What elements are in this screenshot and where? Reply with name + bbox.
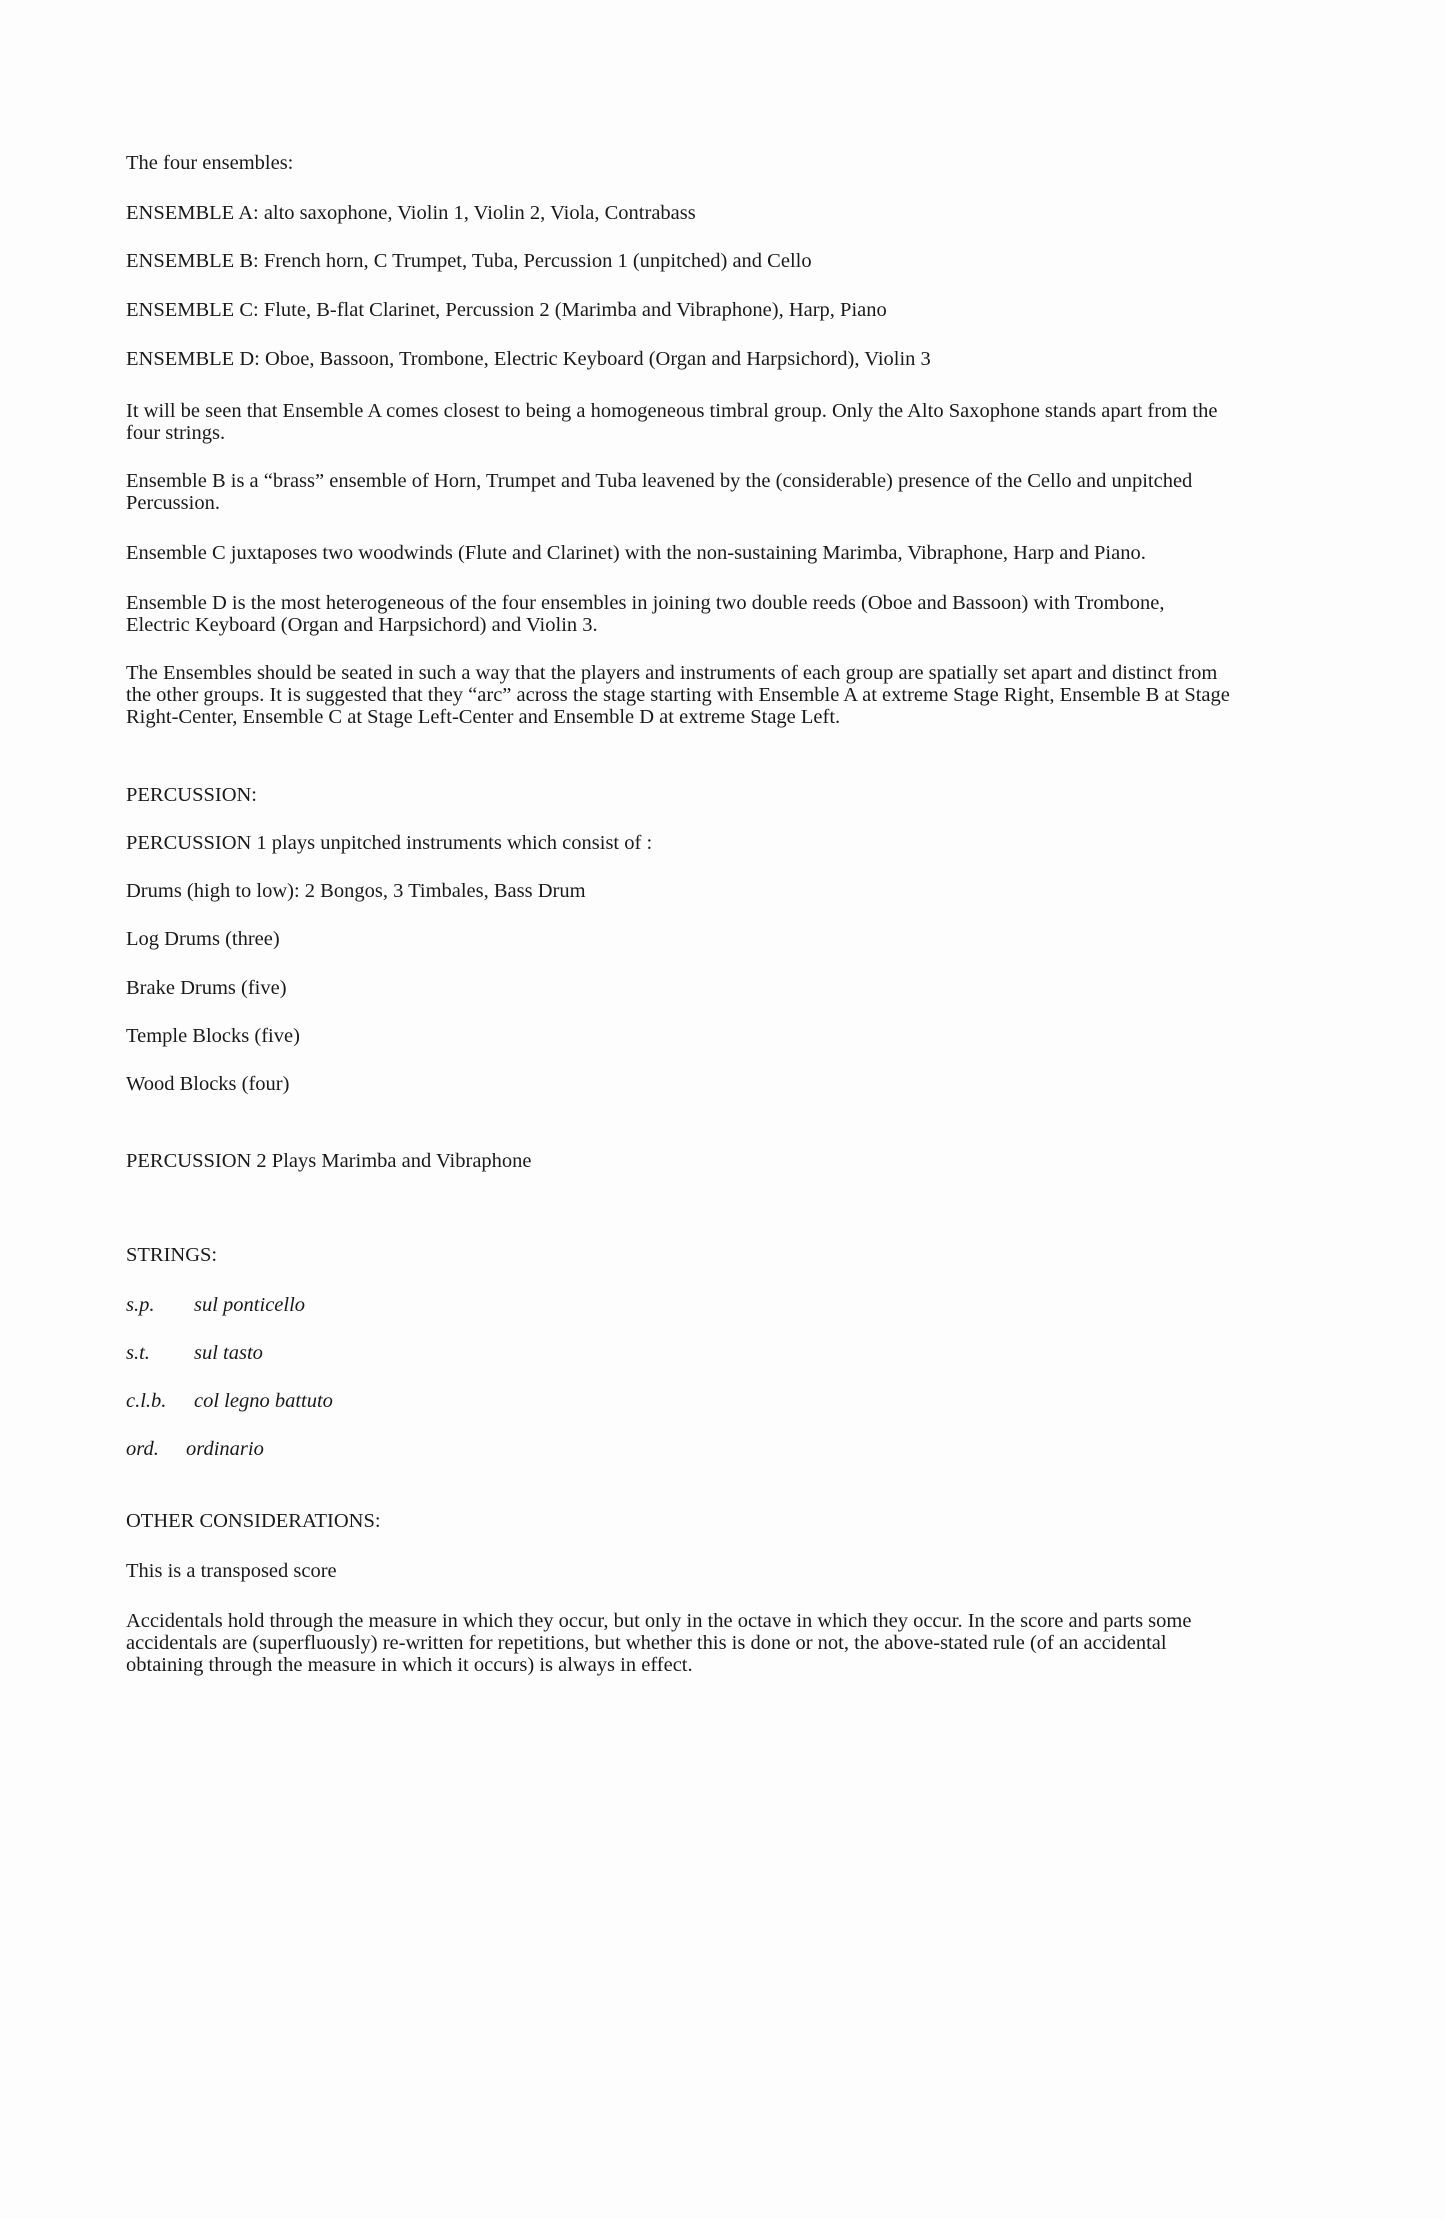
ensemble-c-description-line-1: Ensemble C juxtaposes two woodwinds (Flute and Clarinet) with the non-sustaining Marimba, Vibraphone, Harp and Piano. — [126, 542, 1146, 564]
string-term-abbr: s.t. — [126, 1342, 150, 1364]
seating-line-1: The Ensembles should be seated in such a way that the players and instruments of each group are spatially set apart and distinct from — [126, 662, 1218, 684]
ensemble-d-line: ENSEMBLE D: Oboe, Bassoon, Trombone, Electric Keyboard (Organ and Harpsichord), Violin 3 — [126, 348, 931, 370]
string-term-row — [126, 1294, 305, 1317]
ensemble-b-description-line-2: Percussion. — [126, 492, 220, 514]
percussion-item: Brake Drums (five) — [126, 977, 287, 999]
ensemble-d-description-line-1: Ensemble D is the most heterogeneous of the four ensembles in joining two double reeds (Oboe and Bassoon) with Trombone, — [126, 592, 1165, 614]
string-term-abbr: c.l.b. — [126, 1390, 167, 1412]
string-term-full: ordinario — [186, 1438, 264, 1460]
string-term-full: col legno battuto — [194, 1390, 333, 1412]
string-term-full: sul tasto — [194, 1342, 263, 1364]
ensemble-a-description-line-1: It will be seen that Ensemble A comes closest to being a homogeneous timbral group. Only the Alto Saxophone stands apart from the — [126, 400, 1218, 422]
string-term-row — [126, 1438, 264, 1461]
seating-line-2: the other groups. It is suggested that they “arc” across the stage starting with Ensemble A at extreme Stage Right, Ensemble B at Stage — [126, 684, 1230, 706]
ensemble-b-line: ENSEMBLE B: French horn, C Trumpet, Tuba, Percussion 1 (unpitched) and Cello — [126, 250, 812, 272]
other-considerations-heading: OTHER CONSIDERATIONS: — [126, 1510, 381, 1532]
percussion-item: Log Drums (three) — [126, 928, 280, 950]
string-term-abbr: s.p. — [126, 1294, 155, 1316]
string-term-abbr: ord. — [126, 1438, 159, 1460]
accidentals-line-1: Accidentals hold through the measure in which they occur, but only in the octave in which they occur. In the score and parts some — [126, 1610, 1192, 1632]
string-term-row — [126, 1342, 263, 1365]
strings-heading: STRINGS: — [126, 1244, 218, 1266]
ensemble-c-line: ENSEMBLE C: Flute, B-flat Clarinet, Percussion 2 (Marimba and Vibraphone), Harp, Piano — [126, 299, 887, 321]
string-term-full: sul ponticello — [194, 1294, 306, 1316]
ensemble-b-description-line-1: Ensemble B is a “brass” ensemble of Horn, Trumpet and Tuba leavened by the (considerable) presence of the Cello and unpitched — [126, 470, 1193, 492]
ensembles-heading: The four ensembles: — [126, 152, 294, 174]
percussion-heading: PERCUSSION: — [126, 784, 258, 806]
percussion-item: Drums (high to low): 2 Bongos, 3 Timbales, Bass Drum — [126, 880, 586, 902]
ensemble-a-description-line-2: four strings. — [126, 422, 226, 444]
percussion-item: Wood Blocks (four) — [126, 1073, 290, 1095]
accidentals-line-3: obtaining through the measure in which it occurs) is always in effect. — [126, 1654, 693, 1676]
ensemble-d-description-line-2: Electric Keyboard (Organ and Harpsichord) and Violin 3. — [126, 614, 598, 636]
ensemble-a-line: ENSEMBLE A: alto saxophone, Violin 1, Violin 2, Viola, Contrabass — [126, 202, 696, 224]
percussion-2-line: PERCUSSION 2 Plays Marimba and Vibraphone — [126, 1150, 532, 1172]
seating-line-3: Right-Center, Ensemble C at Stage Left-Center and Ensemble D at extreme Stage Left. — [126, 706, 841, 728]
transposed-score-note: This is a transposed score — [126, 1560, 337, 1582]
percussion-1-intro: PERCUSSION 1 plays unpitched instruments which consist of : — [126, 832, 653, 854]
accidentals-line-2: accidentals are (superfluously) re-written for repetitions, but whether this is done or not, the above-stated rule (of an accidental — [126, 1632, 1167, 1654]
string-term-row — [126, 1390, 333, 1413]
percussion-item: Temple Blocks (five) — [126, 1025, 300, 1047]
